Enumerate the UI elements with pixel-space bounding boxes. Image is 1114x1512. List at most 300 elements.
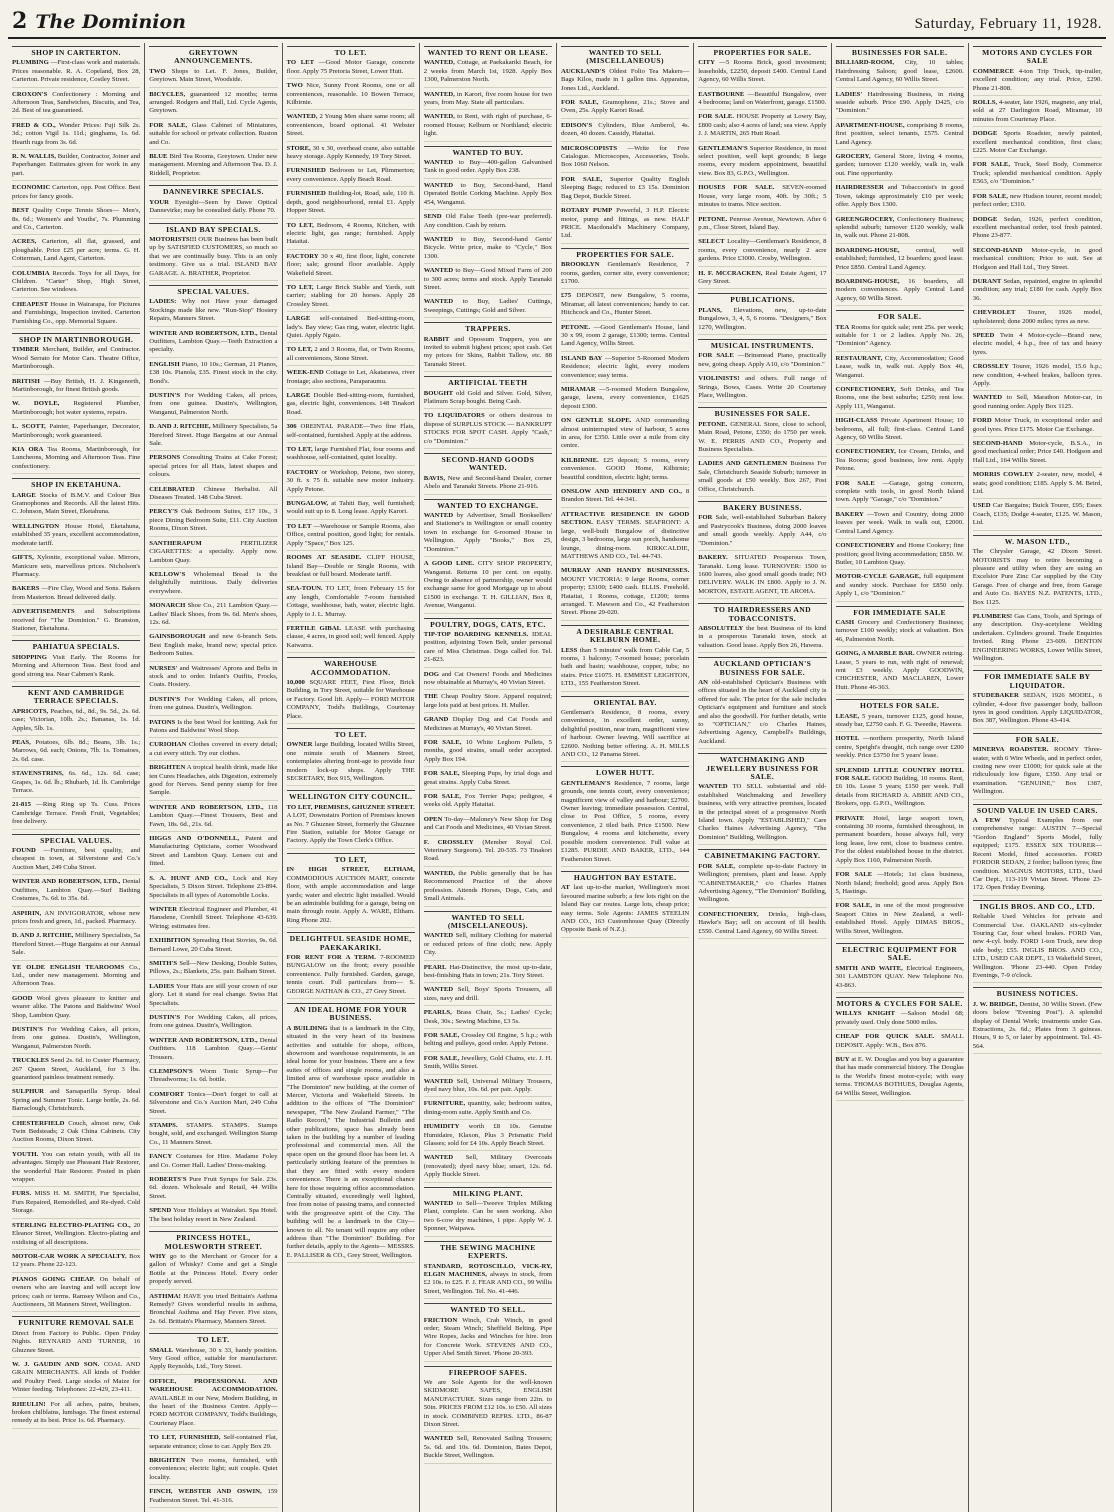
section-heading: HAUGHTON BAY ESTATE. bbox=[561, 871, 689, 882]
classified-ad bbox=[12, 801, 140, 829]
ad-title: FOR SALE, bbox=[561, 99, 599, 107]
ad-section bbox=[561, 871, 689, 938]
ad-text: Sedan, 1926, perfect condition, excellent mechanical order, tool fresh painted. Phone 23-877. bbox=[972, 215, 1103, 240]
ad-title: CONFECTIONERY bbox=[835, 542, 895, 550]
classified-ad bbox=[698, 352, 826, 372]
classified-ad bbox=[149, 1488, 277, 1508]
ad-text: Sell, Military Overcoats (renovated); dyed navy blue; smart, 12s. 6d. Apply Buckle Street. bbox=[423, 1154, 552, 1179]
classified-ad bbox=[149, 392, 277, 420]
ad-text: TO LET, from February 15 for any length, Comfortable 7-room furnished Cottage, washhouse, bath, water, electric light. Apply to J. L. Murray. bbox=[286, 585, 415, 618]
classified-ad bbox=[836, 91, 964, 119]
classified-ad bbox=[424, 1379, 552, 1432]
ad-text: old-established Optician's Business with offices situated in the heart of Auckland city is offered for sale. The price for the sale includes Optician's equipment and furniture and stock and also the goodwill. For further details, write to "OPTICIAN," c/o Charles Haines, Advertising Agency, Campbell's Buildings, Auckland. bbox=[698, 678, 827, 745]
ad-section bbox=[12, 834, 140, 1313]
ad-title: CROSSLEY bbox=[972, 363, 1009, 371]
ad-text: to Buy—400-gallon Galvanised Tank in good order. Apply Box 238. bbox=[423, 159, 552, 175]
ad-section bbox=[561, 696, 689, 763]
classified-ad bbox=[424, 1100, 552, 1120]
ad-text: Nice, Sunny Front Rooms, one or all conveniences, reasonable. 10 Bowen Terrace, Kilbirnie. bbox=[286, 82, 415, 107]
ad-title: FOR SALE, bbox=[423, 793, 461, 801]
classified-ad bbox=[973, 394, 1102, 414]
classified-ad bbox=[149, 153, 277, 181]
classified-ad bbox=[12, 91, 140, 119]
ad-title: £75 bbox=[561, 292, 572, 300]
classified-ad bbox=[424, 1055, 552, 1075]
ad-title: WANTED bbox=[423, 1077, 454, 1085]
ad-title: RESTAURANT, bbox=[835, 354, 883, 362]
ad-section bbox=[12, 1316, 140, 1428]
ad-title: PEARL bbox=[423, 963, 447, 971]
ad-section bbox=[12, 686, 140, 830]
ad-text: Xylonite, exceptional value. Mirrors, Manicure sets, marvellous prices. Nicholson's Pharmacy. bbox=[12, 554, 141, 578]
classified-ad bbox=[698, 184, 826, 212]
ad-title: HOTEL bbox=[835, 735, 860, 743]
ad-section bbox=[561, 766, 689, 866]
classified-ad bbox=[561, 417, 689, 454]
ad-title: BICYCLES, bbox=[149, 90, 186, 98]
ad-title: WINTER AND ROBERTSON, LTD., bbox=[149, 329, 258, 337]
ad-title: APARTMENT-HOUSE, bbox=[835, 121, 905, 129]
ad-title: WANTED bbox=[423, 932, 454, 940]
ad-text: Fox Terrier Pups; pedigree, 4 weeks old. Apply Hataitai. bbox=[423, 793, 552, 809]
ad-section bbox=[424, 1241, 552, 1299]
classified-ad bbox=[149, 122, 277, 150]
classified-ad bbox=[973, 692, 1102, 729]
classified-ad bbox=[424, 1078, 552, 1098]
section-heading: DELIGHTFUL SEASIDE HOME, PAEKAKARIKI. bbox=[287, 932, 415, 952]
ad-text: Superior Quality English Sleeping Bags; reduced to £3 15s. Dominion Bag Depot, Buckle Street. bbox=[561, 175, 690, 200]
ad-text: For Wedding Cakes, all prices, from one guinea. Dustin's, Wellington. bbox=[149, 1013, 278, 1030]
ad-title: FURS. bbox=[12, 1190, 32, 1198]
classified-ad bbox=[836, 511, 964, 539]
column-2 bbox=[145, 43, 282, 1512]
ad-text: A LOT, Downstairs Portion of Premises known as No. 7 Ghuznee Street, formerly the Ghuznee Fire Station, suitable for Motor Garage or Factory. Apply the Town Clerk's Office. bbox=[286, 812, 415, 845]
classified-ad bbox=[973, 332, 1102, 360]
ad-text: central, well established; furnished, 12 boarders; good lease. Price £850. Central Land Agency. bbox=[835, 246, 964, 271]
classified-ad bbox=[561, 292, 689, 320]
classified-ad bbox=[149, 1014, 277, 1034]
ad-text: self-contained Bed-sitting-room, lady's. Bay view; Gas ring, water, electric light. Quiet. Apply Ngaio. bbox=[286, 315, 415, 339]
classified-ad bbox=[424, 1317, 552, 1362]
ad-text: —Fire Clay, Wood and Sons. Bakers from Masterton. Bread delivered daily. bbox=[12, 585, 141, 601]
ad-text: House Hotel, Eketahuna, established 35 years, excellent accommodation, moderate tariff. bbox=[12, 522, 141, 547]
ad-title: DURANT bbox=[972, 277, 1002, 285]
ad-title: SECOND-HAND bbox=[972, 246, 1023, 254]
ad-title: CROXON'S bbox=[12, 90, 48, 98]
classified-ad bbox=[12, 238, 140, 266]
ad-section bbox=[698, 501, 826, 599]
ad-text: in Karori, five room house for two years, from May. State all particulars. bbox=[423, 90, 552, 107]
classified-ad bbox=[424, 693, 552, 713]
ad-text: 10 White Leghorn Pullets, 5 months, good strains, small order accepted. Apply Box 194. bbox=[423, 739, 552, 763]
classified-ad bbox=[424, 1435, 552, 1463]
ad-section bbox=[973, 46, 1102, 531]
ad-text: Cylinders, Blue Amberol, 4s. dozen, 40 dozen. Cassidy, Hataitai. bbox=[561, 121, 690, 138]
ad-title: KIA ORA bbox=[12, 446, 44, 454]
ad-text: Potatoes, 6lb. 8d.; Beans, 3lb. 1s.; Marrows, 6d. each; Onions, 7lb. 1s. Tomatoes, 2s. 6d. case. bbox=[12, 739, 141, 763]
classified-ad bbox=[12, 585, 140, 605]
classified-ad bbox=[12, 1361, 140, 1398]
ad-text: House in Wairarapa, for Pictures and Furnishings, Inspection invited. Carterton Furnishing Co., opp. Memorial Square. bbox=[12, 300, 141, 325]
ad-text: Patent and Manufacturing Opticians, corner Woodward Street and Lambton Quay. Lenses cut and fitted. bbox=[149, 835, 278, 868]
ad-title: WINTER AND ROBERTSON, LTD., bbox=[12, 878, 121, 886]
ad-title: GOING, A MARBLE BAR. bbox=[835, 650, 915, 658]
ad-section bbox=[973, 987, 1102, 1054]
section-heading: WAREHOUSE ACCOMMODATION. bbox=[287, 657, 415, 677]
ad-title: J. W. BRIDGE, bbox=[972, 1000, 1018, 1008]
classified-ad bbox=[836, 247, 964, 275]
ad-title: LESS bbox=[561, 646, 578, 654]
classified-ad bbox=[12, 608, 140, 636]
classified-ad bbox=[12, 1151, 140, 1188]
ad-text: SMALL DEPOSIT. Apply: W.B., Box 876. bbox=[835, 1033, 964, 1049]
classified-ad bbox=[149, 804, 277, 832]
section-heading: INGLIS BROS. AND CO., LTD. bbox=[973, 900, 1102, 911]
section-heading: THE SEWING MACHINE EXPERTS. bbox=[424, 1241, 552, 1261]
ad-section bbox=[698, 603, 826, 653]
classified-ad bbox=[149, 508, 277, 536]
ad-title: BRIGHTEN bbox=[149, 764, 186, 772]
ad-title: CHESTERFIELD bbox=[12, 1119, 65, 1127]
ad-text: We are Sole Agents for the well-known SKIDMORE SAFES, ENGLISH MANUFACTURE. Sizes range from 22in. to 50in. PRICES FROM £12 10s. to £50. All sizes in stock. COMBINED REFRS. LTD., 86-87 Dixon Street. bbox=[423, 1378, 552, 1428]
ad-title: BAKERY bbox=[835, 510, 864, 518]
classified-ad bbox=[287, 500, 415, 520]
ad-text: Elevations, new, up-to-date Bungalows, 3, 4, 5, 6 rooms. "Designers," Box 1270, Wellington. bbox=[698, 306, 827, 331]
section-heading: WELLINGTON CITY COUNCIL. bbox=[287, 790, 415, 801]
section-heading: SHOP IN MARTINBOROUGH. bbox=[12, 333, 140, 344]
ad-text: Confectionery : Morning and Afternoon Teas, Sandwiches, Biscuits, and Tea, 2d. Best of tea guaranteed. bbox=[12, 90, 141, 115]
ad-title: FOR SALE bbox=[835, 479, 875, 487]
section-heading: WANTED TO BUY. bbox=[424, 146, 552, 157]
ad-title: MINERVA ROADSTER. bbox=[972, 746, 1049, 754]
ad-title: FANCY bbox=[149, 1153, 173, 1161]
classified-ad bbox=[836, 216, 964, 244]
ad-text: Bird Tea Rooms, Greytown. Under new management. Morning and Afternoon Tea. D. J. Riddell, Proprietor. bbox=[149, 153, 278, 177]
ad-title: WANTED bbox=[423, 267, 454, 275]
ad-title: GAINSBOROUGH bbox=[149, 633, 206, 641]
section-heading: TO LET. bbox=[287, 46, 415, 57]
ad-text: Dental Outfitters, Lambton Quay.—Surf Bathing Costumes, 7s. 6d. to 35s. 6d. bbox=[12, 878, 141, 903]
classified-ad bbox=[287, 866, 415, 928]
ad-title: LEASE, bbox=[835, 712, 860, 720]
classified-ad bbox=[287, 59, 415, 79]
column-6 bbox=[694, 43, 831, 1512]
ad-section bbox=[287, 1003, 415, 1263]
classified-ad bbox=[973, 746, 1102, 799]
ad-text: Tea Rooms, Martinborough, for Luncheons, Morning and Afternoon Teas. Fine confectionery. bbox=[12, 446, 141, 470]
classified-ad bbox=[973, 417, 1102, 437]
ad-title: ISLAND BAY bbox=[561, 354, 603, 362]
section-heading: SPECIAL VALUES. bbox=[149, 285, 277, 296]
ad-title: FACTORY bbox=[286, 252, 319, 260]
classified-ad bbox=[424, 512, 552, 557]
classified-ad bbox=[149, 983, 277, 1011]
section-heading: W. MASON LTD., bbox=[973, 535, 1102, 546]
ad-title: PLUMBERS! bbox=[972, 612, 1013, 620]
ad-title: CLEMPSON'S bbox=[149, 1068, 193, 1075]
column-8 bbox=[969, 43, 1106, 1512]
ad-text: Truck, Steel Body, Commerce Truck; splendid mechanical condition. Apply E563, c/o "Dominion." bbox=[972, 161, 1102, 186]
classified-ad bbox=[561, 884, 689, 937]
classified-ad bbox=[149, 665, 277, 693]
classified-ad bbox=[698, 238, 826, 266]
classified-ad bbox=[149, 1378, 277, 1431]
ad-title: FOR RENT FOR A TERM. bbox=[286, 953, 376, 961]
ad-text: the Public generally that he has Recommenced Practice of the above profession. Attends Horses, Dogs, Cats, and Small Animals. bbox=[423, 869, 552, 903]
classified-ad bbox=[698, 625, 826, 653]
ad-title: SECOND-HAND bbox=[972, 440, 1023, 448]
section-heading: KENT AND CAMBRIDGE TERRACE SPECIALS. bbox=[12, 686, 140, 706]
classified-ad bbox=[149, 91, 277, 119]
classified-ad bbox=[424, 298, 552, 318]
classified-ad bbox=[12, 301, 140, 329]
ad-title: S. A. HUNT AND CO., bbox=[149, 874, 228, 882]
ad-section bbox=[424, 618, 552, 907]
ad-text: IDEAL position, adjoining Town Belt, under personal care of Miss Christmas. Dogs called for. Tel. 21-823. bbox=[423, 630, 552, 664]
ad-text: HOUSE Property at Lowry Bay, £800 cash; also 4 acres of land; sea view. Apply J. J. MARTIN, 265 Hutt Road. bbox=[698, 113, 827, 138]
ad-title: TWO bbox=[286, 82, 303, 90]
ad-section bbox=[973, 733, 1102, 800]
classified-ad bbox=[424, 1154, 552, 1182]
ad-title: RHEULIN! bbox=[12, 1400, 46, 1408]
ad-title: WANTED bbox=[423, 512, 454, 520]
classified-ad bbox=[424, 390, 552, 410]
ad-title: PERCY'S bbox=[149, 508, 178, 516]
ad-text: Your Holidays at Wairakei. Spa Hotel. The best holiday resort in New Zealand. bbox=[149, 1207, 278, 1223]
ad-text: Clothes covered in every detail; a cut every stitch. Try our clothes. bbox=[149, 741, 278, 757]
ad-title: LADIES: bbox=[149, 298, 177, 306]
ad-title: AN bbox=[698, 678, 708, 686]
ad-title: ECONOMIC bbox=[12, 184, 51, 192]
ad-text: —Write for Free Catalogue. Microscopes, Accessories, Tools. Box 1060 Nelson. bbox=[561, 144, 690, 169]
classified-ad bbox=[12, 554, 140, 582]
ad-text: EASY TERMS. SEAFRONT: A large, well-built Bungalow of distinctive design, 3 bedrooms, large sun porch, handsome lounge, dining-room. KIRKCALDIE, MATTHEWS AND CO., Tel. 44-743. bbox=[561, 519, 690, 560]
ad-text: by Advertiser, Small Booksellers' and Stationer's in Wellington or small country town in exchange for 6-roomed House in Wellington. Apply "Books," Box 25, "Dominion." bbox=[423, 512, 552, 553]
section-heading: ELECTRIC EQUIPMENT FOR SALE. bbox=[836, 943, 964, 963]
ad-text: 5 years, turnover £125, good house, steady bar, £2750 cash. F. G. Tweedie, Hawera. bbox=[835, 712, 964, 728]
classified-ad bbox=[424, 631, 552, 668]
ad-text: Real Estate Agent, 17 Grey Street. bbox=[698, 269, 827, 285]
ad-title: FURNITURE, bbox=[423, 1100, 466, 1108]
ad-title: BILLIARD-ROOM, bbox=[835, 59, 895, 67]
classified-ad bbox=[12, 770, 140, 798]
ad-text: Superior Residence, in most select position, well kept grounds; 8 large rooms, every modern appointment, beautiful view. Box 83, G.P.O., Wellington. bbox=[698, 144, 827, 177]
classified-ad bbox=[561, 647, 689, 692]
ad-title: BAKERY. bbox=[698, 554, 728, 562]
classified-ad bbox=[287, 253, 415, 281]
classified-ad bbox=[12, 346, 140, 374]
ad-text: Merchant, Builder, and Contractor. Wood Serrato for Motor Cars. Theatre Office, Martinborough. bbox=[12, 346, 141, 371]
ad-title: WINTER AND ROBERTSON, LTD., bbox=[149, 803, 264, 811]
ad-text: Jewellery, Gold Chains, etc. J. H. Smith, Willis Street. bbox=[423, 1054, 552, 1071]
ad-section bbox=[149, 1333, 277, 1508]
ad-text: SITUATED Prosperous Town, Taranaki. Long lease. TURNOVER: 1500 to 1600 loaves, also good small goods trade; NO DELIVERY. WALK IN £800. Apply to J. N. MORTON, ESTATE AGENT, TE AROHA. bbox=[698, 554, 827, 595]
section-heading: DANNEVIRKE SPECIALS. bbox=[149, 185, 277, 196]
classified-ad bbox=[698, 91, 826, 111]
ad-title: WANTED, bbox=[423, 113, 455, 121]
ad-text: —Garage, going concern, complete with tools, in good North Island town. Apply "Garage," c/o "Dominion." bbox=[835, 479, 964, 504]
ad-text: Hairdressing Business, in rising seaside suburb. Price £90. Apply D425, c/o "Dominion." bbox=[835, 90, 964, 115]
ad-text: Ice Cream, Drinks, and Tea Rooms; good business, low rent. Apply Petone. bbox=[835, 448, 964, 473]
ad-title: WANTED bbox=[423, 235, 454, 243]
ad-title: ROTARY PUMP bbox=[561, 207, 613, 215]
ad-title: GRAND bbox=[423, 716, 449, 724]
ad-text: than 5 minutes' walk from Cable Car, 5 rooms, 1 balcony; 7-roomed house; porcelain bath and basin; washhouse, copper, tubs; no stairs. Price £1075. H. EMMEST LEIGHTON, LTD., 155 Featherston Street. bbox=[561, 646, 690, 688]
classified-ad bbox=[149, 423, 277, 451]
section-heading: PRINCESS HOTEL, MOLESWORTH STREET. bbox=[149, 1231, 277, 1251]
ad-title: PERSONS bbox=[149, 454, 181, 462]
ad-section bbox=[287, 46, 415, 653]
ad-text: —Warehouse or Sample Rooms, also Office, central position, good light; for rentals. Apply "Space," Box 125. bbox=[286, 522, 415, 547]
ad-title: CONFECTIONERY, bbox=[835, 448, 896, 456]
ad-title: PIANOS GOING CHEAP. bbox=[12, 1275, 95, 1283]
classified-ad bbox=[12, 446, 140, 474]
ad-title: SMALL bbox=[149, 1346, 174, 1354]
ad-text: Typical Examples from our comprehensive range: AUSTIN 7—Special "Gordon England" Sports Model, fully equipped; £175. ESSEX SIX TOURER—Recent Model, fitted accessories. FORD FORDOR SEDAN, 2 fordor; balloon tyres; fine condition. MAGNUS MOTORS, LTD., Used Car Dept., 113-119 Vivian Street. 'Phone 23-172. Open Friday Evening. bbox=[972, 817, 1102, 892]
classified-ad bbox=[149, 1207, 277, 1227]
ad-text: or others desirous to dispose of SURPLUS STOCK — BANKRUPT STOCKS FOR SPOT CASH. Apply "Cash," c/o "Dominion." bbox=[423, 412, 552, 445]
ad-title: HAIRDRESSER bbox=[835, 184, 884, 192]
ad-section bbox=[698, 339, 826, 403]
ad-title: CHEAPEST bbox=[12, 300, 49, 308]
ad-title: SHOPPING bbox=[12, 653, 47, 661]
ad-title: SPEED bbox=[972, 331, 995, 339]
ad-title: BUY bbox=[835, 1056, 850, 1063]
classified-ad bbox=[424, 182, 552, 210]
ad-text: and Home Cookery; fine position; good living accommodation; £850. W. Butler, 10 Lambton Quay. bbox=[835, 542, 964, 566]
ad-text: COMMODIOUS AUCTION MART, concrete floor, with ample accommodation and large yards; water and electric light installed. Would be an admirable building for a garage, being on main through route. Apply A. WARE, Eltham. Ring Phone 202. bbox=[286, 874, 415, 924]
classified-ad bbox=[698, 59, 826, 87]
ad-title: PRIVATE bbox=[835, 814, 865, 822]
ad-title: BRIGHTEN bbox=[149, 1457, 186, 1465]
ad-title: TO LET, bbox=[286, 346, 313, 354]
ad-title: BOUGHT bbox=[423, 389, 454, 397]
section-heading: MILKING PLANT. bbox=[424, 1187, 552, 1198]
ad-title: GOOD bbox=[12, 994, 33, 1002]
ad-title: WANTED bbox=[423, 986, 454, 994]
ad-title: MIRAMAR bbox=[561, 386, 596, 393]
classified-ad bbox=[12, 400, 140, 420]
classified-ad bbox=[287, 190, 415, 218]
ad-text: —Hotels; 1st class business, North Island; freehold; good area. Apply Box 5, Hastings. bbox=[835, 871, 964, 895]
ad-text: —Town and Country, doing 2000 loaves per week. Walk in walk out, £2000. Central Land Agency. bbox=[835, 510, 964, 535]
classified-ad bbox=[561, 176, 689, 204]
ad-text: to Buy—Good Mixed Farm of 200 to 300 acres; terms and stock. Apply Taranaki Street. bbox=[423, 267, 553, 291]
ad-title: DUSTIN'S bbox=[12, 1025, 43, 1033]
ad-title: SPLENDID LITTLE COUNTRY HOTEL FOR SALE. bbox=[835, 766, 964, 783]
ad-text: 6s. 6d., 12s. 6d. case; Grapes, 1s. 6d. lb.; Rhubarb, 1d. lb. Cambridge Terrace. bbox=[12, 770, 141, 795]
section-heading: AN IDEAL HOME FOR YOUR BUSINESS. bbox=[287, 1003, 415, 1023]
ad-title: FOR SALE, bbox=[423, 770, 460, 778]
ad-title: PEAS, bbox=[12, 739, 31, 746]
ad-title: TO LET bbox=[286, 59, 315, 67]
ad-text: —5 Rooms Brick, good investment; leaseholds, £2250, deposit £400. Central Land Agency, 60 Willis Street. bbox=[698, 59, 827, 84]
ad-title: STERLING ELECTRO-PLATING CO., bbox=[12, 1221, 131, 1229]
ad-title: 10,000 bbox=[286, 678, 305, 686]
ad-section bbox=[149, 1231, 277, 1329]
classified-ad bbox=[836, 153, 964, 181]
ad-text: Co., Ltd., under new management. Morning and Afternoon Teas. bbox=[12, 963, 141, 988]
classified-ad bbox=[287, 625, 415, 653]
classified-ad bbox=[12, 270, 140, 298]
ad-text: Eyesight—Seen by Dawe Optical Dannevirke; may be consulted daily. Phone 70. bbox=[149, 198, 278, 215]
ad-text: Peaches, 6d., 8d., 9s. 5d., 2s. 6d. case; Victorian, 10lb. 2s.; Bananas, 1s. 1d. Apples, 5lb. 1s. bbox=[12, 707, 141, 732]
classified-ad bbox=[836, 278, 964, 306]
ad-text: You can retain youth, with all its advantages. Simply use Pheasant Hair Restorer, the wonderful Hair Restorer. Posted in plain wrapper. bbox=[12, 1150, 141, 1184]
ad-title: FOUND bbox=[12, 847, 36, 855]
ad-title: FOR SALE, bbox=[698, 862, 735, 870]
section-heading: SOUND VALUE IN USED CARS. bbox=[973, 804, 1102, 815]
section-heading: SHOP IN EKETAHUNA. bbox=[12, 478, 140, 489]
section-heading: AUCKLAND OPTICIAN'S BUSINESS FOR SALE. bbox=[698, 657, 826, 677]
ad-text: Sell, Universal Military Trousers, dyed navy blue, 10s. 6d. per pair. Apply. bbox=[423, 1077, 552, 1093]
ad-title: AUCKLAND'S bbox=[561, 67, 606, 75]
classified-ad bbox=[12, 1401, 140, 1429]
ad-title: PLANS, bbox=[698, 306, 722, 314]
classified-ad bbox=[836, 735, 964, 763]
ad-section bbox=[12, 333, 140, 474]
ad-title: ABSOLUTELY bbox=[698, 624, 744, 632]
classified-ad bbox=[149, 330, 277, 358]
ad-section bbox=[973, 670, 1102, 728]
ad-title: W. J. GAUDIN AND SON. bbox=[12, 1360, 100, 1368]
classified-ad bbox=[973, 363, 1102, 391]
ad-text: —northern prosperity, North Island centre, Speight's draught, rich range over £200 weekly. Price £3750 for 5 years' lease. bbox=[835, 735, 964, 760]
ad-text: Consulting Trains at Cake Forest; special prices for all Hats, latest shapes and colours. bbox=[149, 454, 278, 479]
classified-ad bbox=[12, 492, 140, 520]
classified-ad bbox=[12, 523, 140, 551]
classified-ad bbox=[973, 99, 1102, 127]
classified-ad bbox=[836, 542, 964, 570]
ad-text: For all aches, pains, bruises, broken chilblains, lumbago. The finest external remedy at its best. Price 1s. 6d. Pharmacy. bbox=[12, 1400, 141, 1425]
ad-text: Shoe Co., 211 Lambton Quay.—Ladies' Black Shoes, from 9s. 6d. Men's shoes, 12s. 6d. bbox=[149, 602, 278, 626]
ad-text: Dentist, 30 Willis Street. (Few doors below "Evening Post"). A splendid display of Dental Work; treatments under Gas. Extractions, 2s. 6d.; Plates from 3 guineas. Hours, 9 to 5, or later by appointment. Tel. 43-564. bbox=[972, 1000, 1102, 1050]
ad-text: £25 deposit; 5 rooms, every convenience. GOOD Home, Kilbirnie; beautiful condition, electric light; terms. bbox=[561, 456, 690, 481]
classified-ad bbox=[561, 709, 689, 762]
ad-title: WANTED bbox=[423, 1435, 454, 1443]
classified-ad bbox=[973, 913, 1102, 983]
classified-ad bbox=[698, 911, 826, 939]
ad-section bbox=[287, 853, 415, 928]
classified-ad bbox=[973, 613, 1102, 666]
ad-title: APRICOTS, bbox=[12, 707, 49, 715]
ad-text: Electrical Engineers, 301 LAMBTON QUAY. New Telephone No. 43-863. bbox=[835, 964, 964, 989]
classified-ad bbox=[973, 502, 1102, 530]
ad-title: W. DOYLE, bbox=[12, 400, 60, 408]
ad-section bbox=[836, 606, 964, 696]
ad-section bbox=[149, 285, 277, 1227]
ad-section bbox=[561, 46, 689, 244]
ad-title: TO LET, bbox=[286, 221, 314, 229]
ad-title: DODGE bbox=[972, 215, 998, 223]
section-heading: POULTRY, DOGS, CATS, ETC. bbox=[424, 618, 552, 629]
classified-ad bbox=[424, 964, 552, 984]
ad-title: FOR SALE, bbox=[423, 1054, 460, 1062]
ad-text: and Cat Owners! Foods and Medicines now obtainable at Murray's, 40 Vivian Street. bbox=[423, 670, 553, 686]
classified-ad bbox=[149, 1293, 277, 1330]
section-heading: ISLAND BAY SPECIALS. bbox=[149, 223, 277, 234]
ad-title: A BUILDING bbox=[286, 1024, 328, 1032]
ad-title: SPEND bbox=[149, 1207, 172, 1215]
ad-title: WINTER AND ROBERTSON, LTD., bbox=[149, 1036, 258, 1044]
ad-title: SANTHERAPUM bbox=[149, 539, 202, 547]
ad-section bbox=[287, 657, 415, 724]
classified-ad bbox=[836, 871, 964, 899]
ad-title: PATONS bbox=[149, 718, 176, 726]
classified-ad bbox=[698, 783, 826, 845]
ad-title: COMFORT bbox=[149, 1090, 184, 1098]
classified-ad bbox=[287, 585, 415, 622]
